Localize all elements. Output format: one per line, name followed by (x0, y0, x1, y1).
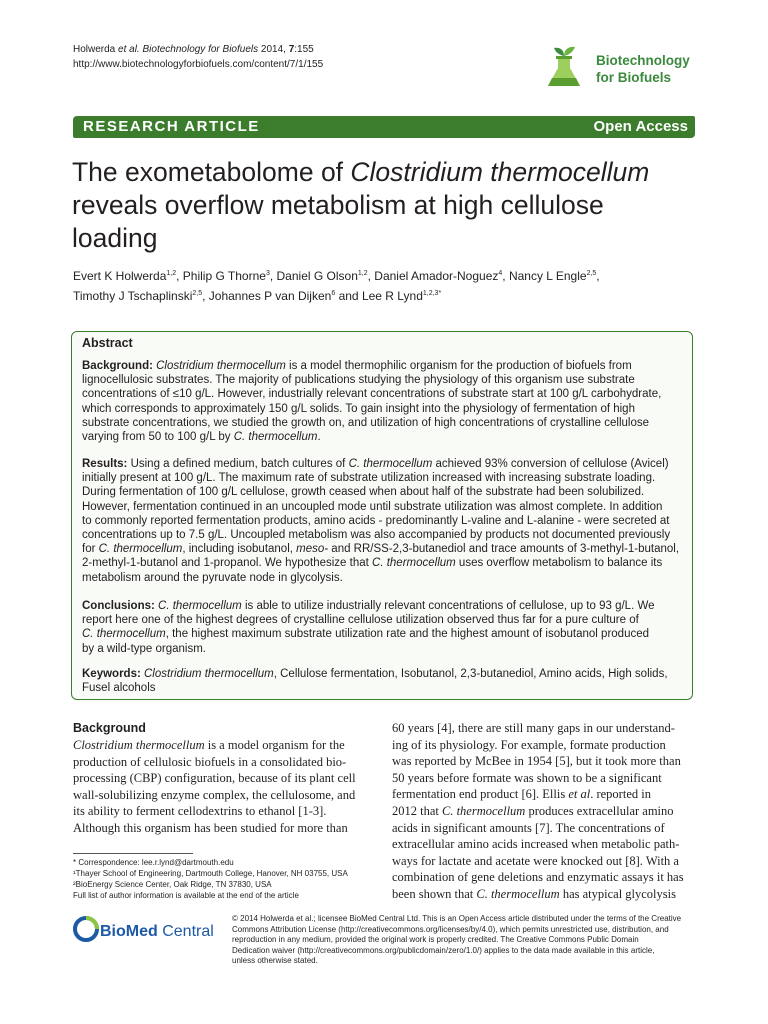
author[interactable]: Nancy L Engle (508, 269, 587, 283)
author[interactable]: Evert K Holwerda (73, 269, 167, 283)
body-right-column: 60 years [4], there are still many gaps in our understand- ing of its physiology. For example, formate production was reported by McBee in 1954 [5], but it took more than 50 years before formate was shown to be a significant fermentation end product [6]. Ellis et al. reported in 2012 that C. thermocellum produces extracellular amino acids in significant amounts [7]. The concentrations of extracellular amino acids increased when metabolic path- ways for lactate and acetate were knocked out [8]. With a combination of gene deletions and enzymatic assays it has been shown that C. thermocellum has atypical glycolysis (392, 721, 684, 901)
biomed-central-wordmark: BioMed Central (100, 923, 214, 940)
abstract-box (71, 331, 693, 700)
abstract-conclusions: Conclusions: C. thermocellum is able to utilize industrially relevant concentrations of cellulose, up to 93 g/L. We report here one of the highest degrees of crystalline cellulose utilization observed thus far for a pure culture of C. thermocellum, the highest maximum substrate utilization rate and the highest amount of isobutanol produced by a wild-type organism. (82, 600, 655, 655)
background-heading: Background (73, 721, 146, 735)
open-access-label: Open Access (593, 118, 688, 135)
journal-name: Biotechnology for Biofuels (596, 53, 690, 85)
abstract-results: Results: Using a defined medium, batch cultures of C. thermocellum achieved 93% conversion of cellulose (Avicel) initially present at 100 g/L. The maximum rate of substrate utilization increased with increasing substrate loading. During fermentation of 100 g/L cellulose, growth ceased when about half of the substrate had been solubilized. However, fermentation continued in an uncoupled mode until substrate utilization was almost complete. In addition to commonly reported fermentation products, amino acids - predominantly L-valine and L-alanine - were secreted at concentrations up to 7.5 g/L. Uncoupled metabolism was also accompanied by products not documented previously for C. thermocellum, including isobutanol, meso- and RR/SS-2,3-butanediol and trace amounts of 3-methyl-1-butanol, 2-methyl-1-butanol and 1-propanol. We hypothesize that C. thermocellum uses overflow metabolism to balance its metabolism around the pyruvate node in glycolysis. (82, 458, 680, 584)
license-text: © 2014 Holwerda et al.; licensee BioMed Central Ltd. This is an Open Access article distributed under the terms of the Creative Commons Attribution License (http://creativecommons.org/licenses/by/4.0), which permits unrestricted use, distribution, and reproduction in any medium, provided the original work is properly credited. The Creative Commons Public Domain Dedication waiver (http://creativecommons.org/publicdomain/zero/1.0/) applies to the data made available in this article, unless otherwise stated. (232, 914, 682, 965)
article-type-banner (73, 116, 695, 138)
abstract-background: Background: Clostridium thermocellum is a model thermophilic organism for the production of biofuels from lignocellulosic substrates. The majority of publications studying the physiology of this organism use substrate concentrations of ≤10 g/L. However, industrially relevant concentrations of substrate start at 100 g/L carbohydrate, which corresponds to approximately 150 g/L solids. To gain insight into the physiology of fermentation of high substrate concentrations, we studied the growth on, and utilization of high concentrations of crystalline cellulose varying from 50 to 100 g/L by C. thermocellum. (82, 360, 662, 444)
citation-header (73, 42, 323, 72)
footnote-divider (73, 853, 193, 854)
abstract-keywords: Keywords: Clostridium thermocellum, Cellulose fermentation, Isobutanol, 2,3-butanediol, Amino acids, High solids, Fusel alcohols (82, 668, 668, 695)
author[interactable]: Lee R Lynd (361, 289, 423, 303)
author[interactable]: Timothy J Tschaplinski (73, 289, 193, 303)
biomed-logo-icon (73, 916, 99, 947)
author[interactable]: Johannes P van Dijken (208, 289, 332, 303)
author[interactable]: Daniel Amador-Noguez (374, 269, 499, 283)
research-article-label: RESEARCH ARTICLE (83, 118, 260, 135)
abstract-heading: Abstract (82, 336, 133, 350)
article-url[interactable]: http://www.biotechnologyforbiofuels.com/content/7/1/155 (73, 59, 324, 70)
citation-line: Holwerda et al. Biotechnology for Biofuels 2014, 7:155 (73, 44, 314, 55)
author-list: Evert K Holwerda$^{1,2}$, Philip G Thorne$^3$, Daniel G Olson$^{1,2}$, Daniel Amador-Noguez$^4$, Nancy L Engle$^{2,5}$, Timothy J Tschaplinski$^{2,5}$, Johannes P van Dijken$^6$ and Lee R Lynd$^{1,2,3*}$ (73, 269, 600, 303)
author[interactable]: Philip G Thorne (182, 269, 266, 283)
author[interactable]: Daniel G Olson (276, 269, 358, 283)
correspondence-note[interactable]: * Correspondence: lee.r.lynd@dartmouth.edu (73, 858, 234, 867)
footnotes: * Correspondence: lee.r.lynd@dartmouth.edu ¹Thayer School of Engineering, Dartmouth College, Hanover, NH 03755, USA ²BioEnergy Science Center, Oak Ridge, TN 37830, USA Full list of author information is available at the end of the article (73, 857, 373, 901)
journal-logo-icon (540, 44, 588, 97)
body-left-column: Clostridium thermocellum is a model organism for the production of cellulosic biofuels in a consolidated bio- processing (CBP) configuration, because of its plant cell wall-solubilizing enzyme complex, the cellulosome, and its ability to ferment cellodextrins to ethanol [1-3]. Although this organism has been studied for more than (73, 738, 356, 835)
article-title: The exometabolome of Clostridium thermocellum reveals overflow metabolism at high cellulose loading (72, 157, 650, 253)
